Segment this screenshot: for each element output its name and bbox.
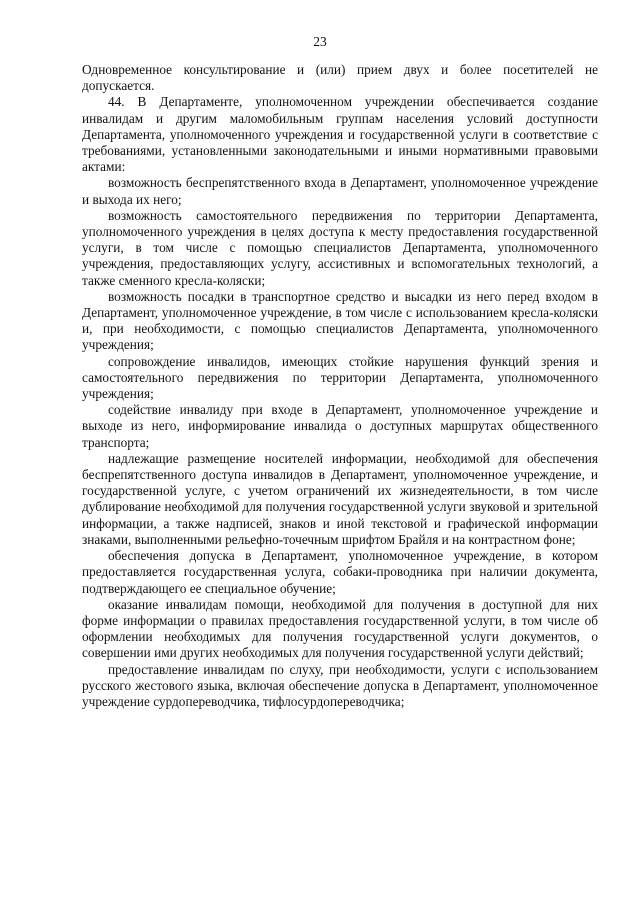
paragraph-help-information: оказание инвалидам помощи, необходимой для получения в доступной для них форме информации о правилах предоставления государственной услуги, в том числе об оформлении необходимых для получения государственной услуги документов, о совершении ими других необходимых для получения государственной услуги действий; (82, 596, 598, 661)
paragraph-item-44: 44. В Департаменте, уполномоченном учреждении обеспечивается создание инвалидам и другим маломобильным группам населения условий доступности Департамента, уполномоченного учреждения и государственной услуги в соответствие с требованиями, установленными законодательными и иными нормативными правовыми актами: (82, 94, 598, 175)
document-body (82, 62, 598, 710)
paragraph-movement: возможность самостоятельного передвижения по территории Департамента, уполномоченного учреждения в целях доступа к месту предоставления государственной услуги, в том числе с помощью специалистов Департамента, уполномоченного учреждения, предоставляющих услугу, ассистивных и вспомогательных технологий, а также сменного кресла-коляски; (82, 207, 598, 288)
paragraph-guide-dog: обеспечения допуска в Департамент, уполномоченное учреждение, в котором предоставляется государственная услуга, собаки-проводника при наличии документа, подтверждающего ее специальное обучение; (82, 548, 598, 596)
page-number: 23 (313, 34, 327, 49)
paragraph-sign-language: предоставление инвалидам по слуху, при необходимости, услуги с использованием русского жестового языка, включая обеспечение допуска в Департамент, уполномоченное учреждение сурдопереводчика, тифлосурдопереводчика; (82, 661, 598, 709)
paragraph-transport: возможность посадки в транспортное средство и высадки из него перед входом в Департамент, уполномоченное учреждение, в том числе с использованием кресла-коляски и, при необходимости, с помощью специалистов Департамента, уполномоченного учреждения; (82, 288, 598, 353)
paragraph-information-placement: надлежащие размещение носителей информации, необходимой для обеспечения беспрепятственного доступа инвалидов в Департамент, уполномоченное учреждение, и государственной услуге, с учетом ограничений их жизнедеятельности, в том числе дублирование необходимой для получения государственной услуги звуковой и зрительной информации, а также надписей, знаков и иной текстовой и графической информации знаками, выполненными рельефно-точечным шрифтом Брайля и на контрастном фоне; (82, 450, 598, 547)
paragraph-entry-exit: возможность беспрепятственного входа в Департамент, уполномоченное учреждение и выхода их него; (82, 175, 598, 207)
paragraph-continuation: Одновременное консультирование и (или) прием двух и более посетителей не допускается. (82, 62, 598, 94)
paragraph-assistance-entry: содействие инвалиду при входе в Департамент, уполномоченное учреждение и выходе из него, информирование инвалида о доступных маршрутах общественного транспорта; (82, 402, 598, 450)
paragraph-escort: сопровождение инвалидов, имеющих стойкие нарушения функций зрения и самостоятельного передвижения по территории Департамента, уполномоченного учреждения; (82, 353, 598, 402)
